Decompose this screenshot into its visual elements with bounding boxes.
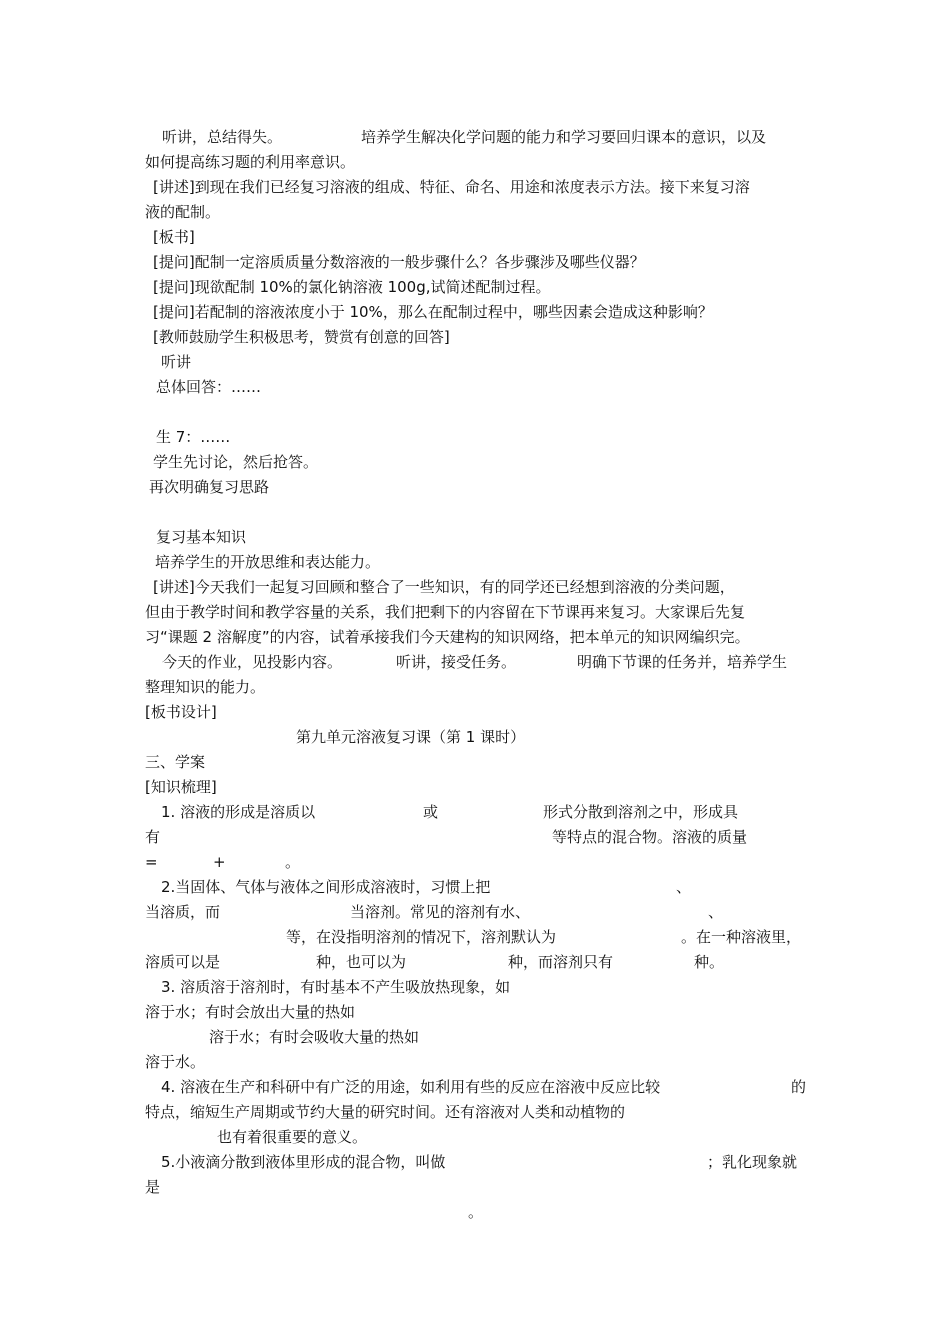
question-4-text: 也有着很重要的意义。 bbox=[217, 1128, 368, 1146]
sub-heading: [知识梳理] bbox=[145, 778, 217, 796]
text-line: 复习基本知识 bbox=[156, 528, 247, 546]
question-2-text: 2.当固体、气体与液体之间形成溶液时，习惯上把 bbox=[161, 878, 491, 896]
question-2-text: 、 bbox=[676, 878, 692, 896]
section-heading: 三、学案 bbox=[145, 753, 206, 771]
text-line: 培养学生的开放思维和表达能力。 bbox=[155, 553, 381, 571]
question-2-text: 种。 bbox=[694, 953, 725, 971]
question-3-text: 3. 溶质溶于溶剂时，有时基本不产生吸放热现象，如 bbox=[161, 978, 511, 996]
text-line: 听讲，总结得失。 bbox=[162, 128, 283, 146]
text-line: [讲述]到现在我们已经复习溶液的组成、特征、命名、用途和浓度表示方法。接下来复习溶 bbox=[153, 178, 750, 196]
question-5-text: 5.小液滴分散到液体里形成的混合物，叫做 bbox=[161, 1153, 446, 1171]
text-line: 听讲 bbox=[161, 353, 192, 371]
text-line: 听讲，接受任务。 bbox=[396, 653, 517, 671]
text-line: 如何提高练习题的利用率意识。 bbox=[145, 153, 356, 171]
question-1-text: + bbox=[213, 853, 226, 871]
question-1-text: 。 bbox=[285, 853, 301, 871]
text-line: 生 7：…… bbox=[156, 428, 231, 446]
text-line: [板书设计] bbox=[145, 703, 217, 721]
text-line: 再次明确复习思路 bbox=[149, 478, 270, 496]
question-1-text: 等特点的混合物。溶液的质量 bbox=[552, 828, 748, 846]
question-1-text: 有 bbox=[145, 828, 161, 846]
question-2-text: 种，而溶剂只有 bbox=[508, 953, 614, 971]
text-line: 习“课题 2 溶解度”的内容，试着承接我们今天建构的知识网络，把本单元的知识网编织完。 bbox=[145, 628, 750, 646]
question-5-text: ；乳化现象就 bbox=[707, 1153, 798, 1171]
board-design-title: 第九单元溶液复习课（第 1 课时） bbox=[296, 728, 526, 746]
question-1-text: 1. 溶液的形成是溶质以 bbox=[161, 803, 316, 821]
question-4-text: 的 bbox=[791, 1078, 807, 1096]
question-4-text: 特点，缩短生产周期或节约大量的研究时间。还有溶液对人类和动植物的 bbox=[145, 1103, 626, 1121]
text-line: 学生先讨论，然后抢答。 bbox=[153, 453, 319, 471]
text-line: 今天的作业，见投影内容。 bbox=[162, 653, 343, 671]
question-2-text: 种，也可以为 bbox=[316, 953, 407, 971]
text-line: 明确下节课的任务并，培养学生 bbox=[577, 653, 788, 671]
question-1-text: = bbox=[145, 853, 158, 871]
text-line: [提问]若配制的溶液浓度小于 10%，那么在配制过程中，哪些因素会造成这种影响？ bbox=[153, 303, 713, 321]
question-3-text: 溶于水；有时会吸收大量的热如 bbox=[209, 1028, 420, 1046]
question-2-text: 、 bbox=[708, 903, 724, 921]
question-1-text: 形式分散到溶剂之中，形成具 bbox=[543, 803, 739, 821]
text-line: [板书] bbox=[153, 228, 195, 246]
question-5-text: 。 bbox=[468, 1203, 484, 1221]
question-2-text: 等，在没指明溶剂的情况下，溶剂默认为 bbox=[286, 928, 557, 946]
text-line: [讲述]今天我们一起复习回顾和整合了一些知识，有的同学还已经想到溶液的分类问题， bbox=[153, 578, 735, 596]
question-2-text: 。在一种溶液里， bbox=[681, 928, 802, 946]
question-5-text: 是 bbox=[145, 1178, 161, 1196]
question-1-text: 或 bbox=[423, 803, 439, 821]
question-3-text: 溶于水。 bbox=[145, 1053, 206, 1071]
text-line: [提问]现欲配制 10%的氯化钠溶液 100g,试简述配制过程。 bbox=[153, 278, 551, 296]
question-3-text: 溶于水；有时会放出大量的热如 bbox=[145, 1003, 356, 1021]
text-line: [教师鼓励学生积极思考，赞赏有创意的回答] bbox=[153, 328, 450, 346]
question-2-text: 当溶剂。常见的溶剂有水、 bbox=[350, 903, 531, 921]
text-line: 但由于教学时间和教学容量的关系，我们把剩下的内容留在下节课再来复习。大家课后先复 bbox=[145, 603, 746, 621]
text-line: 液的配制。 bbox=[145, 203, 221, 221]
text-line: 总体回答：…… bbox=[156, 378, 262, 396]
text-line: 培养学生解决化学问题的能力和学习要回归课本的意识，以及 bbox=[361, 128, 767, 146]
question-4-text: 4. 溶液在生产和科研中有广泛的用途，如利用有些的反应在溶液中反应比较 bbox=[161, 1078, 661, 1096]
question-2-text: 当溶质，而 bbox=[145, 903, 221, 921]
question-2-text: 溶质可以是 bbox=[145, 953, 221, 971]
text-line: 整理知识的能力。 bbox=[145, 678, 266, 696]
text-line: [提问]配制一定溶质质量分数溶液的一般步骤什么？各步骤涉及哪些仪器？ bbox=[153, 253, 645, 271]
